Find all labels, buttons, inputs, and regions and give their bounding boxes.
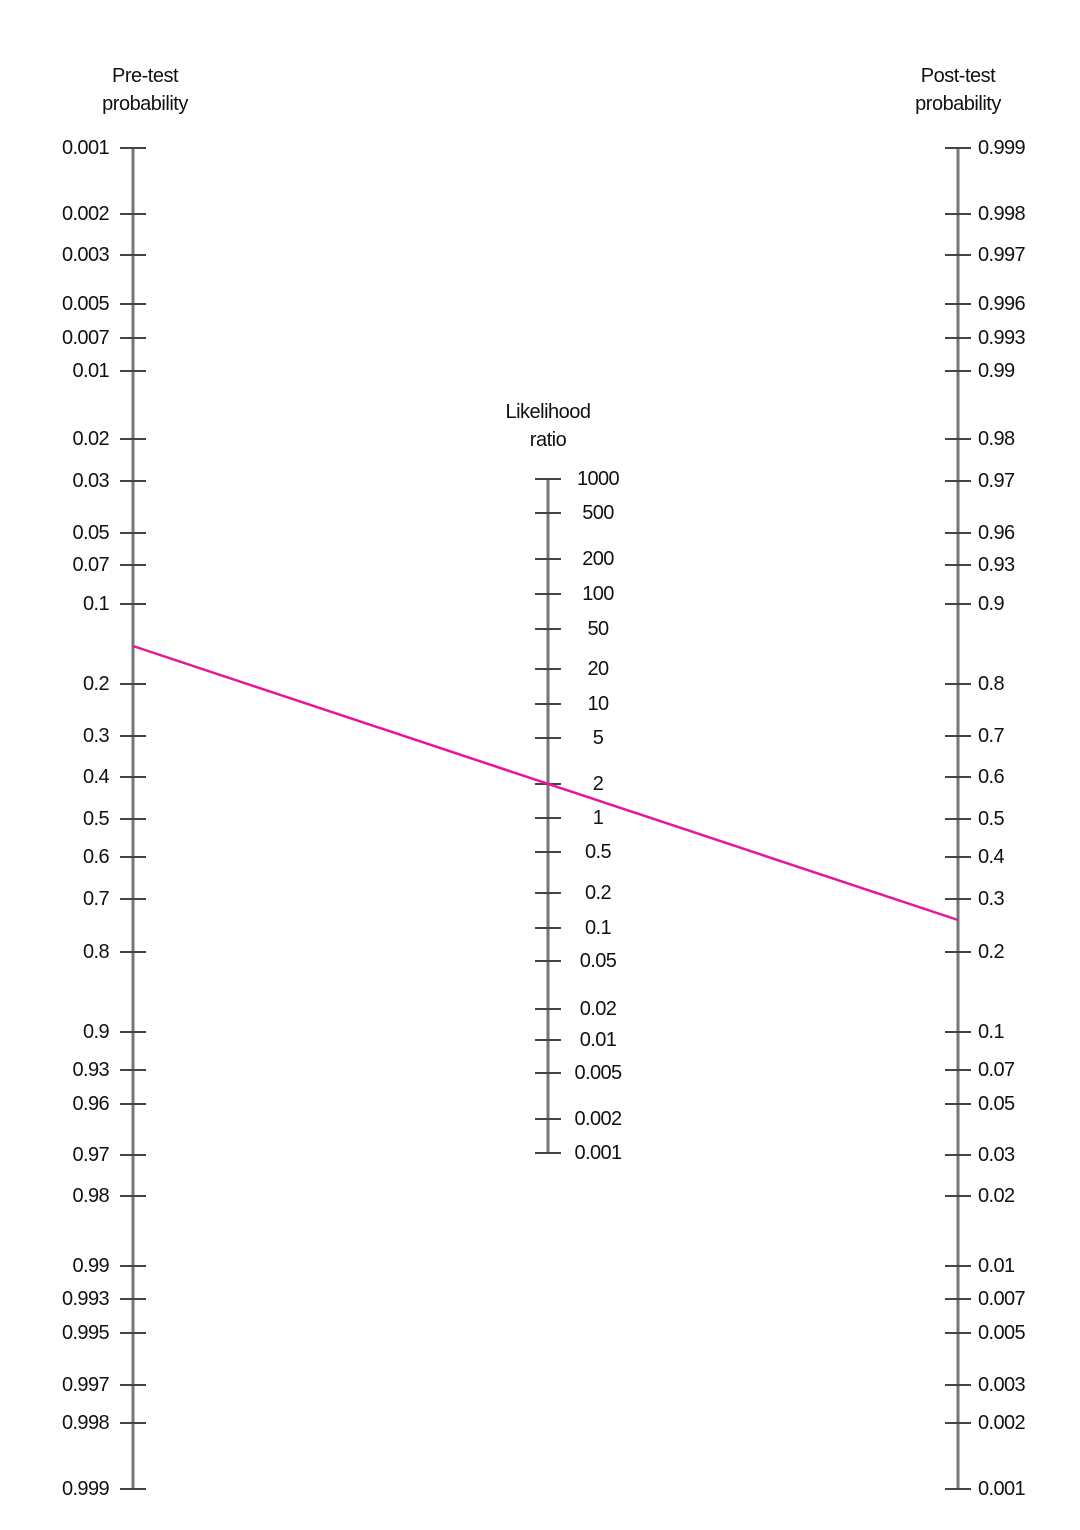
posttest-tick-label: 0.02 [978, 1185, 1015, 1207]
posttest-tick-label: 0.93 [978, 554, 1015, 576]
likelihood-tick-label: 0.05 [579, 950, 617, 972]
posttest-tick-label: 0.6 [978, 766, 1005, 788]
posttest-tick-label: 0.03 [978, 1144, 1015, 1166]
pretest-tick-label: 0.999 [61, 1478, 109, 1500]
posttest-tick-label: 0.999 [978, 137, 1026, 159]
likelihood-tick-label: 5 [592, 727, 604, 749]
likelihood-tick-label: 100 [582, 583, 614, 605]
posttest-tick-label: 0.996 [978, 293, 1026, 315]
posttest-tick-label: 0.07 [978, 1059, 1015, 1081]
likelihood-tick-label: 0.002 [574, 1108, 622, 1130]
pretest-tick-label: 0.9 [82, 1021, 109, 1043]
axis-title-line: Likelihood [505, 401, 591, 423]
posttest-tick-label: 0.99 [978, 360, 1015, 382]
posttest-tick-label: 0.005 [978, 1322, 1026, 1344]
nomogram-line [133, 646, 958, 920]
posttest-tick-label: 0.2 [978, 941, 1005, 963]
pretest-tick-label: 0.05 [72, 522, 109, 544]
likelihood-tick-label: 10 [587, 693, 609, 715]
pretest-tick-label: 0.93 [72, 1059, 109, 1081]
likelihood-axis [535, 479, 561, 1153]
pretest-tick-label: 0.01 [72, 360, 109, 382]
posttest-axis [945, 148, 971, 1489]
pretest-tick-label: 0.998 [61, 1412, 109, 1434]
pretest-tick-label: 0.6 [82, 846, 109, 868]
likelihood-tick-label: 0.02 [579, 998, 617, 1020]
likelihood-tick-label: 0.1 [584, 917, 611, 939]
pretest-tick-label: 0.97 [72, 1144, 109, 1166]
pretest-tick-label: 0.99 [72, 1255, 109, 1277]
pretest-tick-label: 0.001 [61, 137, 109, 159]
likelihood-tick-label: 50 [587, 618, 609, 640]
posttest-tick-label: 0.8 [978, 673, 1005, 695]
axis-title-line: Pre-test [111, 65, 179, 87]
pretest-tick-label: 0.8 [82, 941, 109, 963]
axis-title-line: probability [102, 93, 188, 115]
pretest-tick-label: 0.1 [82, 593, 109, 615]
axis-title-line: ratio [529, 429, 567, 451]
likelihood-tick-label: 2 [592, 773, 604, 795]
pretest-tick-label: 0.98 [72, 1185, 109, 1207]
axis-title-line: probability [915, 93, 1001, 115]
posttest-tick-label: 0.05 [978, 1093, 1015, 1115]
likelihood-tick-label: 0.01 [579, 1029, 617, 1051]
pretest-tick-label: 0.96 [72, 1093, 109, 1115]
posttest-tick-label: 0.96 [978, 522, 1015, 544]
pretest-tick-label: 0.005 [61, 293, 109, 315]
pretest-tick-label: 0.002 [61, 203, 109, 225]
pretest-tick-label: 0.003 [61, 244, 109, 266]
posttest-tick-label: 0.007 [978, 1288, 1026, 1310]
pretest-tick-label: 0.2 [82, 673, 109, 695]
likelihood-tick-label: 20 [587, 658, 609, 680]
posttest-tick-label: 0.9 [978, 593, 1005, 615]
posttest-tick-label: 0.5 [978, 808, 1005, 830]
posttest-tick-label: 0.7 [978, 725, 1005, 747]
posttest-tick-label: 0.997 [978, 244, 1026, 266]
likelihood-tick-label: 1000 [576, 468, 620, 490]
axis-title-line: Post-test [920, 65, 996, 87]
pretest-tick-label: 0.07 [72, 554, 109, 576]
posttest-tick-label: 0.4 [978, 846, 1005, 868]
posttest-tick-label: 0.01 [978, 1255, 1015, 1277]
likelihood-tick-label: 1 [592, 807, 604, 829]
posttest-tick-label: 0.993 [978, 327, 1026, 349]
pretest-tick-label: 0.4 [82, 766, 109, 788]
pretest-tick-label: 0.993 [61, 1288, 109, 1310]
pretest-tick-label: 0.995 [61, 1322, 109, 1344]
posttest-tick-label: 0.003 [978, 1374, 1026, 1396]
likelihood-tick-label: 0.005 [574, 1062, 622, 1084]
pretest-tick-label: 0.02 [72, 428, 109, 450]
posttest-tick-label: 0.97 [978, 470, 1015, 492]
pretest-tick-label: 0.5 [82, 808, 109, 830]
likelihood-axis-title [468, 398, 628, 454]
posttest-axis-title [878, 62, 1038, 118]
likelihood-tick-label: 0.001 [574, 1142, 622, 1164]
likelihood-tick-label: 0.5 [584, 841, 611, 863]
posttest-tick-label: 0.998 [978, 203, 1026, 225]
pretest-tick-label: 0.7 [82, 888, 109, 910]
posttest-tick-label: 0.1 [978, 1021, 1005, 1043]
pretest-axis-title [65, 62, 225, 118]
pretest-tick-label: 0.997 [61, 1374, 109, 1396]
posttest-tick-label: 0.3 [978, 888, 1005, 910]
pretest-tick-label: 0.03 [72, 470, 109, 492]
posttest-tick-label: 0.001 [978, 1478, 1026, 1500]
likelihood-tick-label: 0.2 [584, 882, 611, 904]
posttest-tick-label: 0.98 [978, 428, 1015, 450]
likelihood-tick-label: 200 [582, 548, 614, 570]
pretest-tick-label: 0.007 [61, 327, 109, 349]
pretest-axis [120, 148, 146, 1489]
posttest-tick-label: 0.002 [978, 1412, 1026, 1434]
pretest-tick-label: 0.3 [82, 725, 109, 747]
likelihood-tick-label: 500 [582, 502, 614, 524]
